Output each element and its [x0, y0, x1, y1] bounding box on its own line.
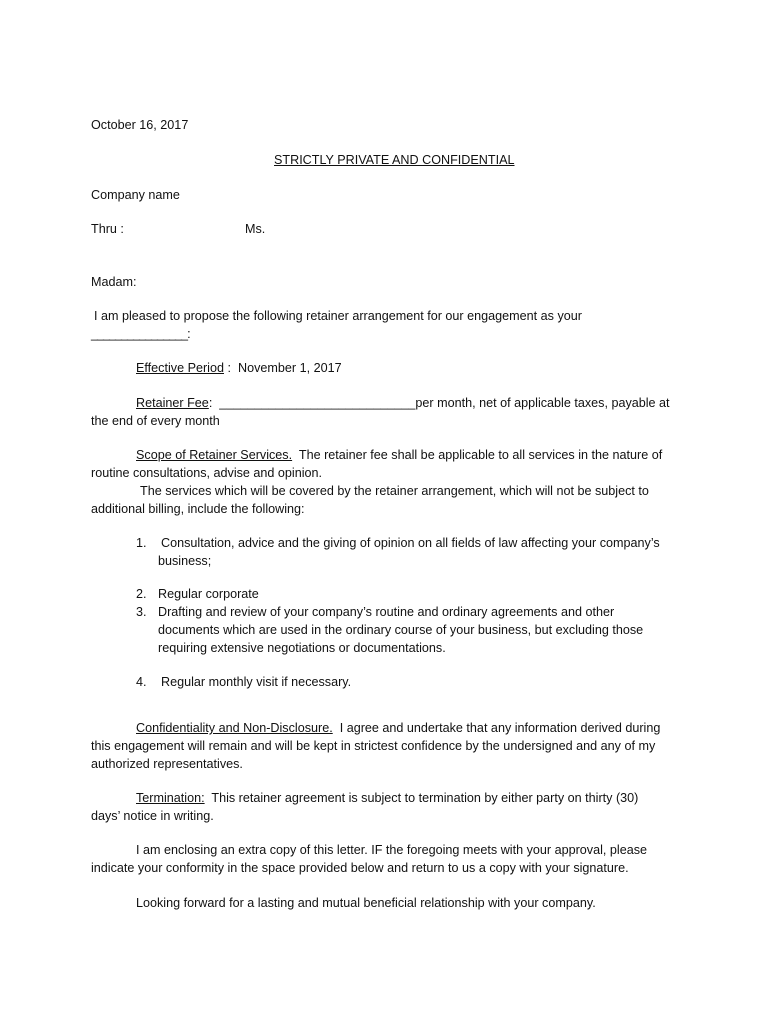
termination-line-2: days’ notice in writing.: [91, 809, 214, 823]
scope-line-1: [136, 446, 662, 464]
effective-period-label: Effective Period: [136, 361, 224, 375]
scope-line-3: The services which will be covered by the retainer arrangement, which will not be subject to: [140, 484, 649, 498]
letter-date: October 16, 2017: [91, 118, 189, 132]
service-number: 4.: [136, 675, 147, 689]
scope-line-4: additional billing, include the following:: [91, 502, 305, 516]
enclosure-line-1: I am enclosing an extra copy of this letter. IF the foregoing meets with your approval, please: [136, 843, 648, 857]
effective-period-line: [136, 359, 342, 377]
termination-line-1: [136, 789, 638, 807]
service-line: Consultation, advice and the giving of opinion on all fields of law affecting your company’s: [161, 536, 660, 550]
service-line: Drafting and review of your company’s routine and ordinary agreements and other: [158, 605, 615, 619]
effective-period-separator: :: [223, 361, 238, 375]
intro-line-1: I am pleased to propose the following retainer arrangement for our engagement as your: [94, 309, 582, 323]
confidentiality-line-1: [136, 719, 660, 737]
scope-text: The retainer fee shall be applicable to all services in the nature of: [292, 448, 663, 462]
service-line: business;: [158, 554, 212, 568]
intro-line-2: ________________:: [91, 327, 190, 341]
termination-label: Termination:: [136, 791, 205, 805]
confidentiality-label: Confidentiality and Non-Disclosure.: [136, 721, 333, 735]
service-line: Regular corporate: [158, 587, 259, 601]
confidentiality-text: I agree and undertake that any information derived during: [332, 721, 661, 735]
confidentiality-line-2: this engagement will remain and will be kept in strictest confidence by the undersigned and any of my: [91, 739, 656, 753]
retainer-fee-text: : ____________________________per month, net of applicable taxes, payable at: [208, 396, 670, 410]
scope-label: Scope of Retainer Services.: [136, 448, 293, 462]
retainer-fee-label: Retainer Fee: [136, 396, 209, 410]
termination-text: This retainer agreement is subject to termination by either party on thirty (30): [204, 791, 639, 805]
closing-line: Looking forward for a lasting and mutual beneficial relationship with your company.: [136, 896, 596, 910]
service-line: requiring extensive negotiations or documentations.: [158, 641, 446, 655]
service-number: 1.: [136, 536, 147, 550]
enclosure-line-2: indicate your conformity in the space provided below and return to us a copy with your signature.: [91, 861, 629, 875]
retainer-fee-line: [136, 394, 670, 412]
confidentiality-line-3: authorized representatives.: [91, 757, 243, 771]
salutation: Madam:: [91, 275, 137, 289]
service-number: 3.: [136, 605, 147, 619]
ms-label: Ms.: [245, 222, 266, 236]
company-name: Company name: [91, 188, 180, 202]
service-number: 2.: [136, 587, 147, 601]
scope-line-2: routine consultations, advise and opinion.: [91, 466, 323, 480]
effective-period-value: November 1, 2017: [237, 361, 342, 375]
service-line: Regular monthly visit if necessary.: [161, 675, 352, 689]
service-line: documents which are used in the ordinary course of your business, but excluding those: [158, 623, 644, 637]
retainer-fee-line-2: the end of every month: [91, 414, 220, 428]
confidential-heading: STRICTLY PRIVATE AND CONFIDENTIAL: [274, 153, 515, 167]
thru-label: Thru :: [91, 222, 124, 236]
